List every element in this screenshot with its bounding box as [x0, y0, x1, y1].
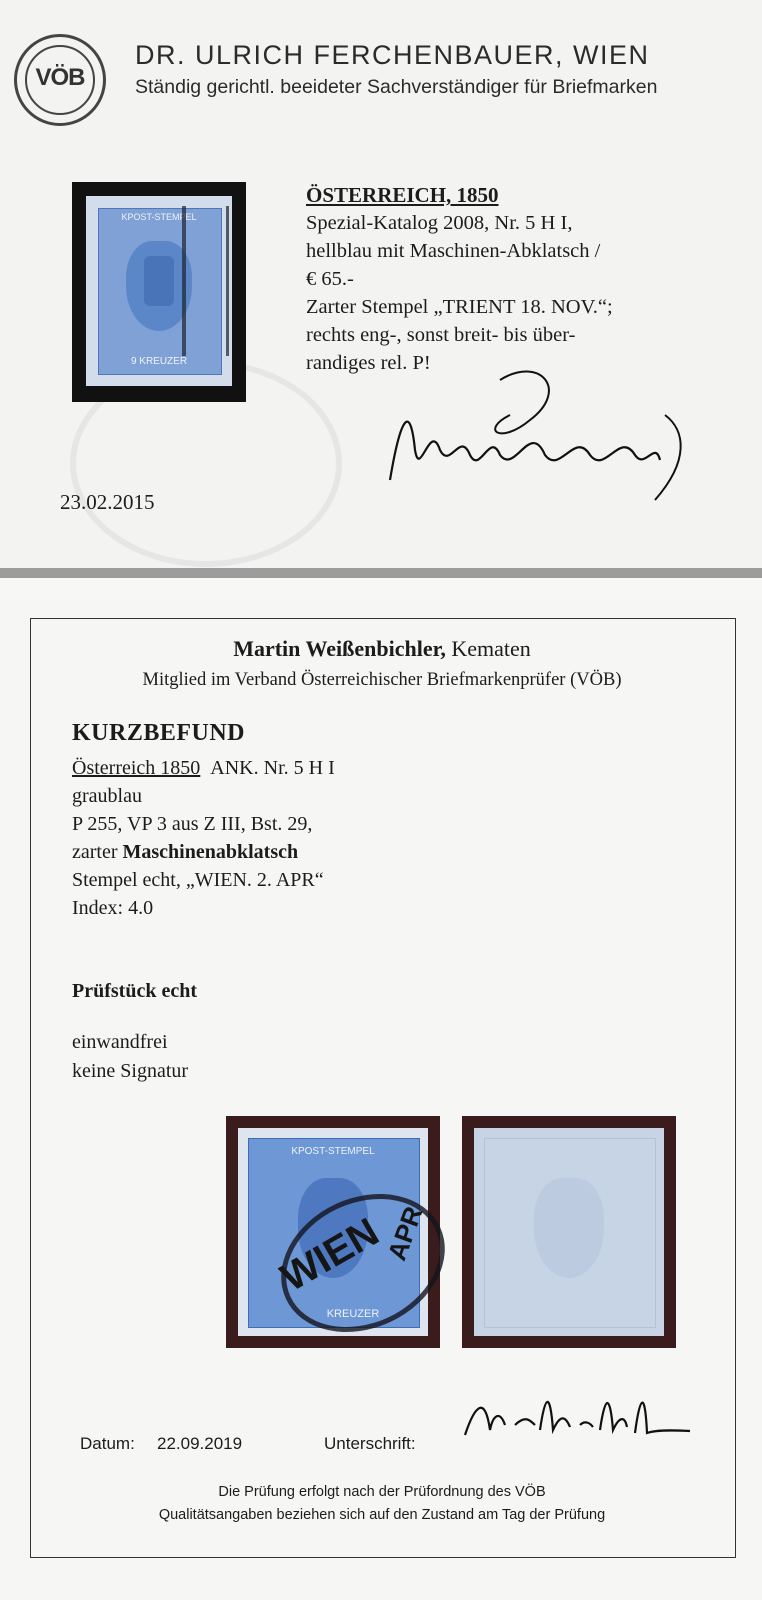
detail-line-6: randiges rel. P!: [306, 352, 431, 374]
date-label: Datum:: [80, 1434, 135, 1453]
voeb-seal-logo: [14, 34, 106, 126]
detail-line-5: rechts eng-, sonst breit- bis über-: [306, 324, 576, 346]
date-value: 22.09.2019: [157, 1434, 243, 1453]
issuer-name: DR. ULRICH FERCHENBAUER, WIEN: [135, 40, 650, 70]
certificate-date: 23.02.2015: [60, 490, 155, 514]
verdict: Prüfstück echt: [72, 980, 197, 1002]
detail-line-1: Spezial-Katalog 2008, Nr. 5 H I,: [306, 212, 573, 234]
detail-line-2: hellblau mit Maschinen-Abklatsch /: [306, 240, 601, 262]
signature-ferchenbauer: [380, 360, 730, 510]
divider: [0, 568, 762, 578]
detail-line-4: Zarter Stempel „TRIENT 18. NOV.“;: [306, 296, 613, 318]
condition: einwandfrei: [72, 1031, 168, 1053]
signature-label: Unterschrift:: [324, 1434, 416, 1453]
detail-line-3: € 65.-: [306, 268, 354, 290]
issuer-subtitle: Ständig gerichtl. beeideter Sachverständiger für Briefmarken: [135, 76, 658, 98]
footer-line-1: Die Prüfung erfolgt nach der Prüfordnung des VÖB: [218, 1484, 546, 1500]
signature-weissenbichler: [455, 1375, 695, 1455]
membership-line: Mitglied im Verband Österreichischer Briefmarkenprüfer (VÖB): [142, 670, 622, 690]
cancel-line: Stempel echt, „WIEN. 2. APR“: [72, 869, 324, 891]
feature-line: zarter Maschinenabklatsch: [72, 841, 299, 863]
seal-text: VÖB: [35, 64, 85, 91]
signature-note: keine Signatur: [72, 1060, 189, 1082]
cancellation-mark: [182, 206, 229, 356]
plate-info: P 255, VP 3 aus Z III, Bst. 29,: [72, 813, 313, 835]
issuer-header: [30, 636, 734, 662]
stamp-back-photo: [462, 1116, 676, 1348]
stamp-color: graublau: [72, 785, 142, 807]
report-title: KURZBEFUND: [72, 720, 246, 746]
stamp-photo-frame: [72, 182, 246, 402]
footer-line-2: Qualitätsangaben beziehen sich auf den Zustand am Tag der Prüfung: [158, 1507, 606, 1523]
stamp-front-photo: KPOST-STEMPEL WIEN APR KREUZER: [226, 1116, 440, 1348]
stamp-photo: KPOST-STEMPEL 9 KREUZER: [86, 196, 232, 386]
issuer-place: Kematen: [451, 636, 531, 661]
issuer-name: Martin Weißenbichler,: [233, 636, 446, 661]
country-year: Österreich 1850 ANK. Nr. 5 H I: [72, 757, 335, 779]
index-line: Index: 4.0: [72, 897, 154, 919]
cert-heading: ÖSTERREICH, 1850: [306, 183, 499, 207]
